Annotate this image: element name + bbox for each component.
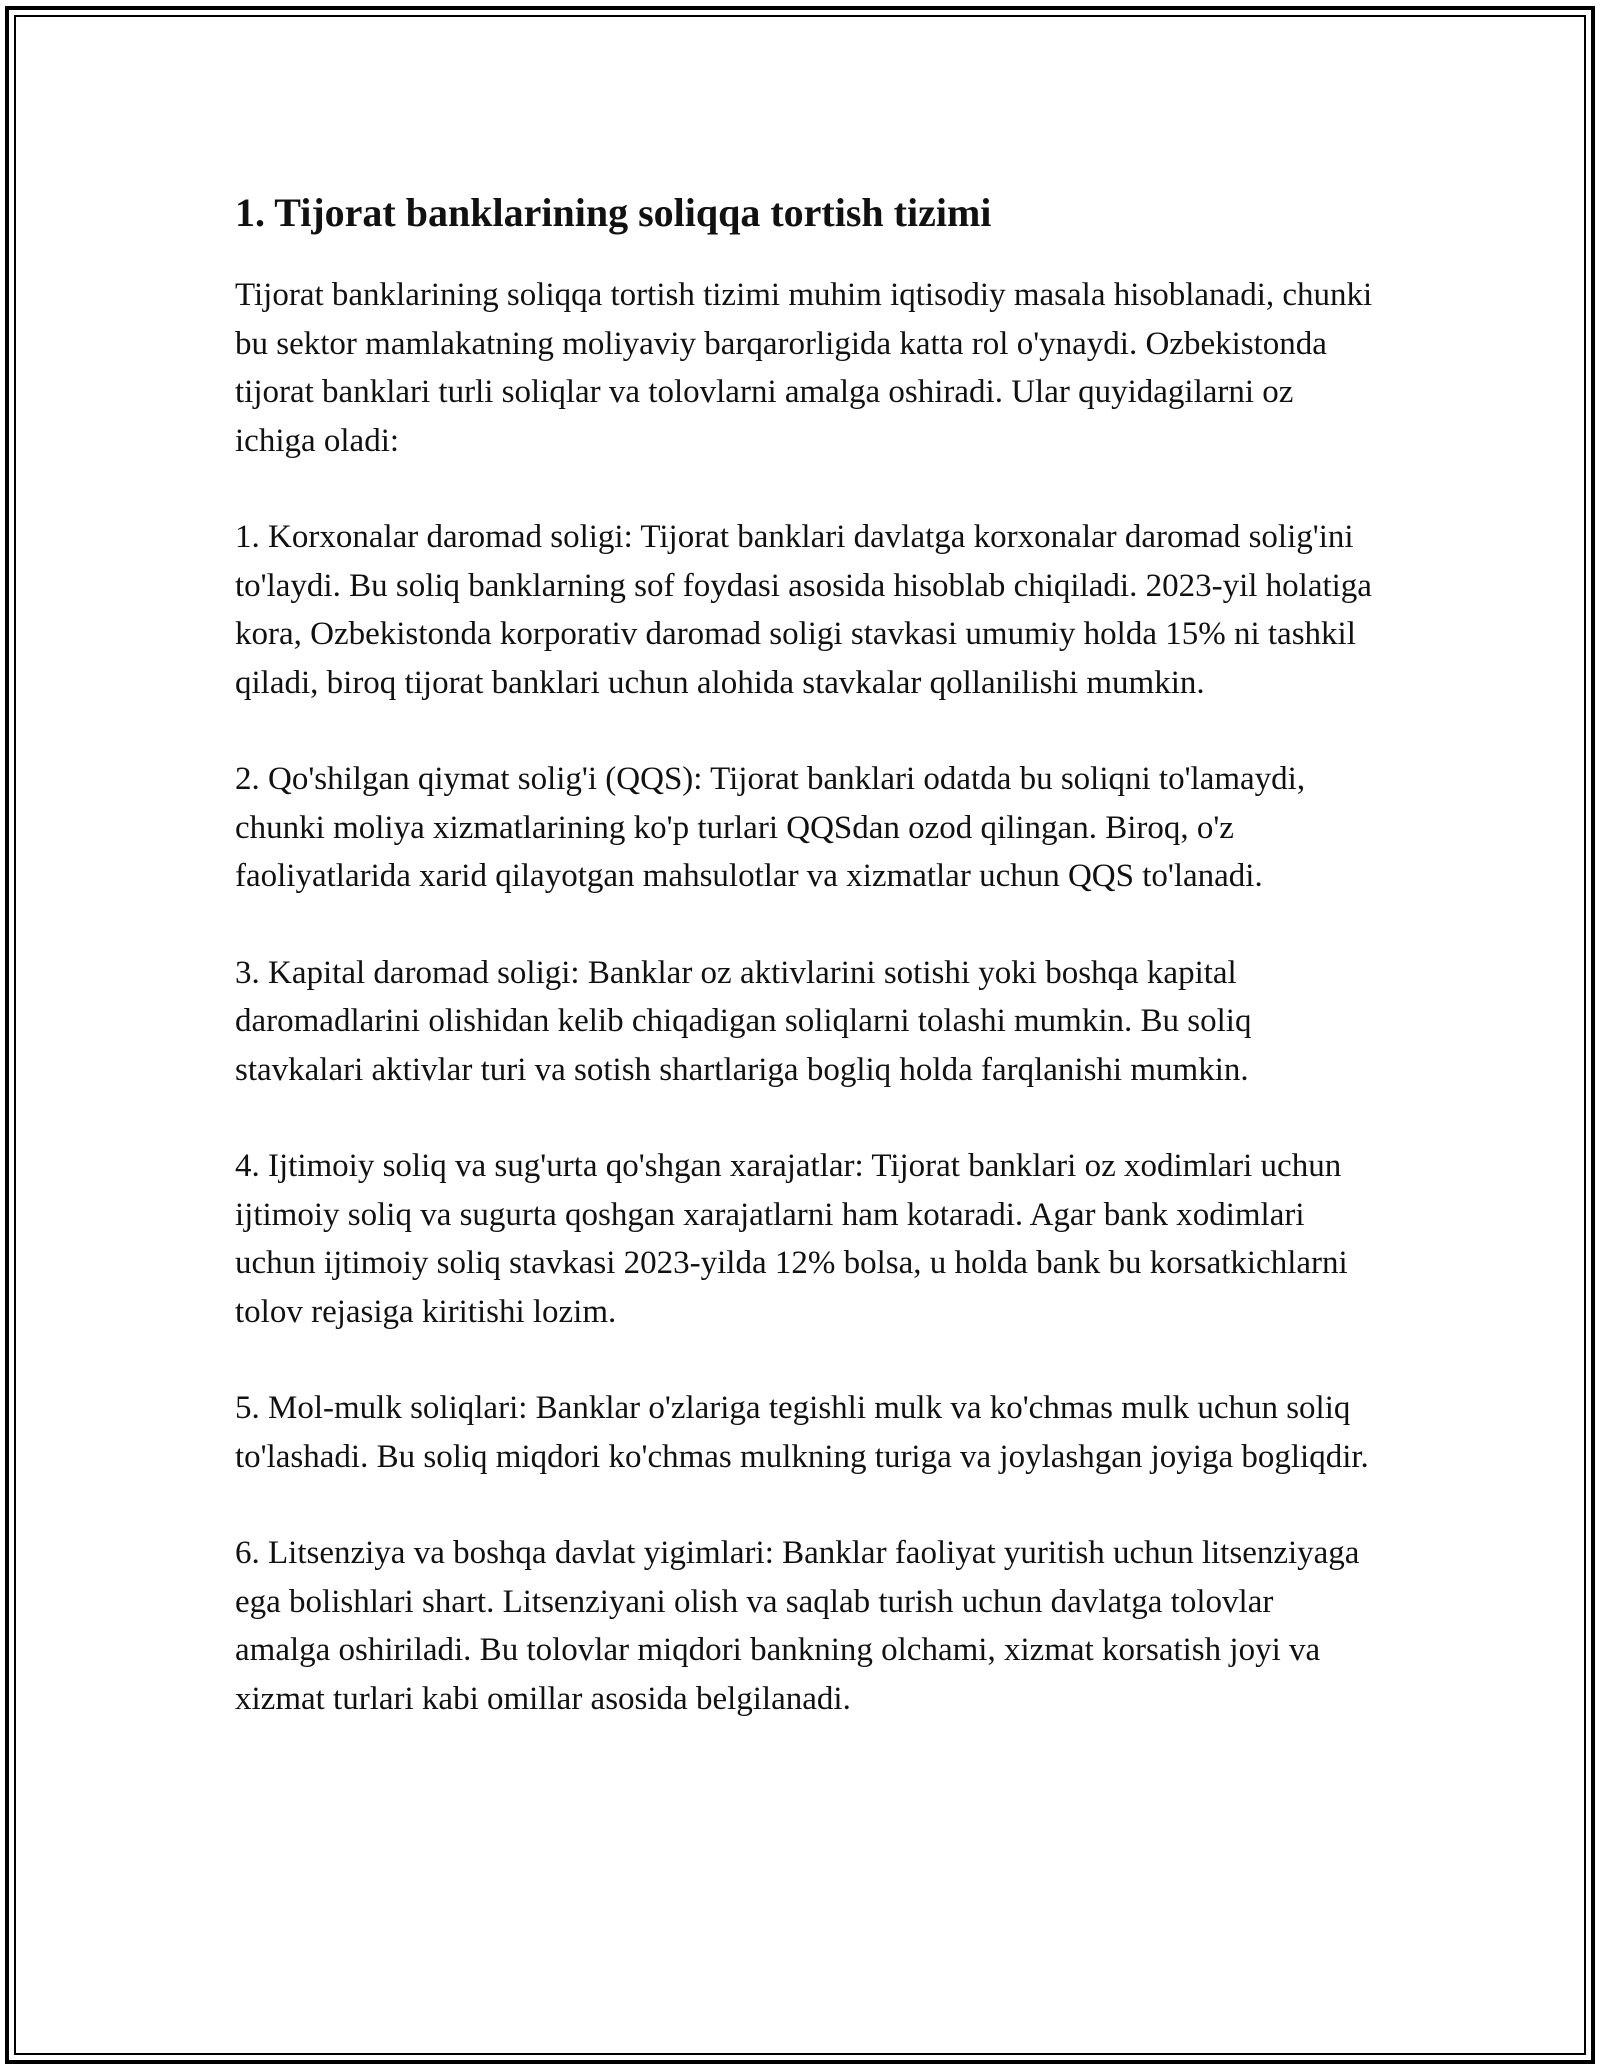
paragraph-vat: 2. Qo'shilgan qiymat solig'i (QQS): Tijorat banklari odatda bu soliqni to'lamaydi, chunki moliya xizmatlarining ko'p turlari QQSdan ozod qilingan. Biroq, o'z faoliyatlarida xarid qilayotgan mahsulotlar va xizmatlar uchun QQS to'lanadi. bbox=[235, 761, 1306, 894]
paragraph-capital-gains-tax: 3. Kapital daromad soligi: Banklar oz aktivlarini sotishi yoki boshqa kapital daromadlarini olishidan kelib chiqadigan soliqlarni tolashi mumkin. Bu soliq stavkalari aktivlar turi va sotish shartlariga bogliq holda farqlanishi mumkin. bbox=[235, 954, 1252, 1088]
paragraph-property-tax: 5. Mol-mulk soliqlari: Banklar o'zlariga tegishli mulk va ko'chmas mulk uchun soliq to'lashadi. Bu soliq miqdori ko'chmas mulkning turiga va joylashgan joyiga bogliqdir. bbox=[235, 1390, 1369, 1475]
intro-paragraph: Tijorat banklarining soliqqa tortish tizimi muhim iqtisodiy masala hisoblanadi, chunki bu sektor mamlakatning moliyaviy barqarorligida katta rol o'ynaydi. Ozbekistonda tijorat banklari turli soliqlar va tolovlarni amalga oshiradi. Ular quyidagilarni oz ichiga oladi: bbox=[235, 277, 1373, 459]
document-body bbox=[235, 185, 1375, 1771]
paragraph-license-fees: 6. Litsenziya va boshqa davlat yigimlari: Banklar faoliyat yuritish uchun litsenziyaga ega bolishlari shart. Litsenziyani olish va saqlab turish uchun davlatga tolovlar amalga oshiriladi. Bu tolovlar miqdori bankning olchami, xizmat korsatish joyi va xizmat turlari kabi omillar asosida belgilanadi. bbox=[235, 1535, 1360, 1717]
paragraph-corporate-income-tax: 1. Korxonalar daromad soligi: Tijorat banklari davlatga korxonalar daromad solig'ini to'laydi. Bu soliq banklarning sof foydasi asosida hisoblab chiqiladi. 2023-yil holatiga kora, Ozbekistonda korporativ daromad soligi stavkasi umumiy holda 15% ni tashkil qiladi, biroq tijorat banklari uchun alohida stavkalar qollanilishi mumkin. bbox=[235, 519, 1372, 701]
section-title: 1. Tijorat banklarining soliqqa tortish tizimi bbox=[235, 190, 992, 235]
paragraph-social-tax: 4. Ijtimoiy soliq va sug'urta qo'shgan xarajatlar: Tijorat banklari oz xodimlari uchun ijtimoiy soliq va sugurta qoshgan xarajatlarni ham kotaradi. Agar bank xodimlari uchun ijtimoiy soliq stavkasi 2023-yilda 12% bolsa, u holda bank bu korsatkichlarni tolov rejasiga kiritishi lozim. bbox=[235, 1148, 1348, 1330]
